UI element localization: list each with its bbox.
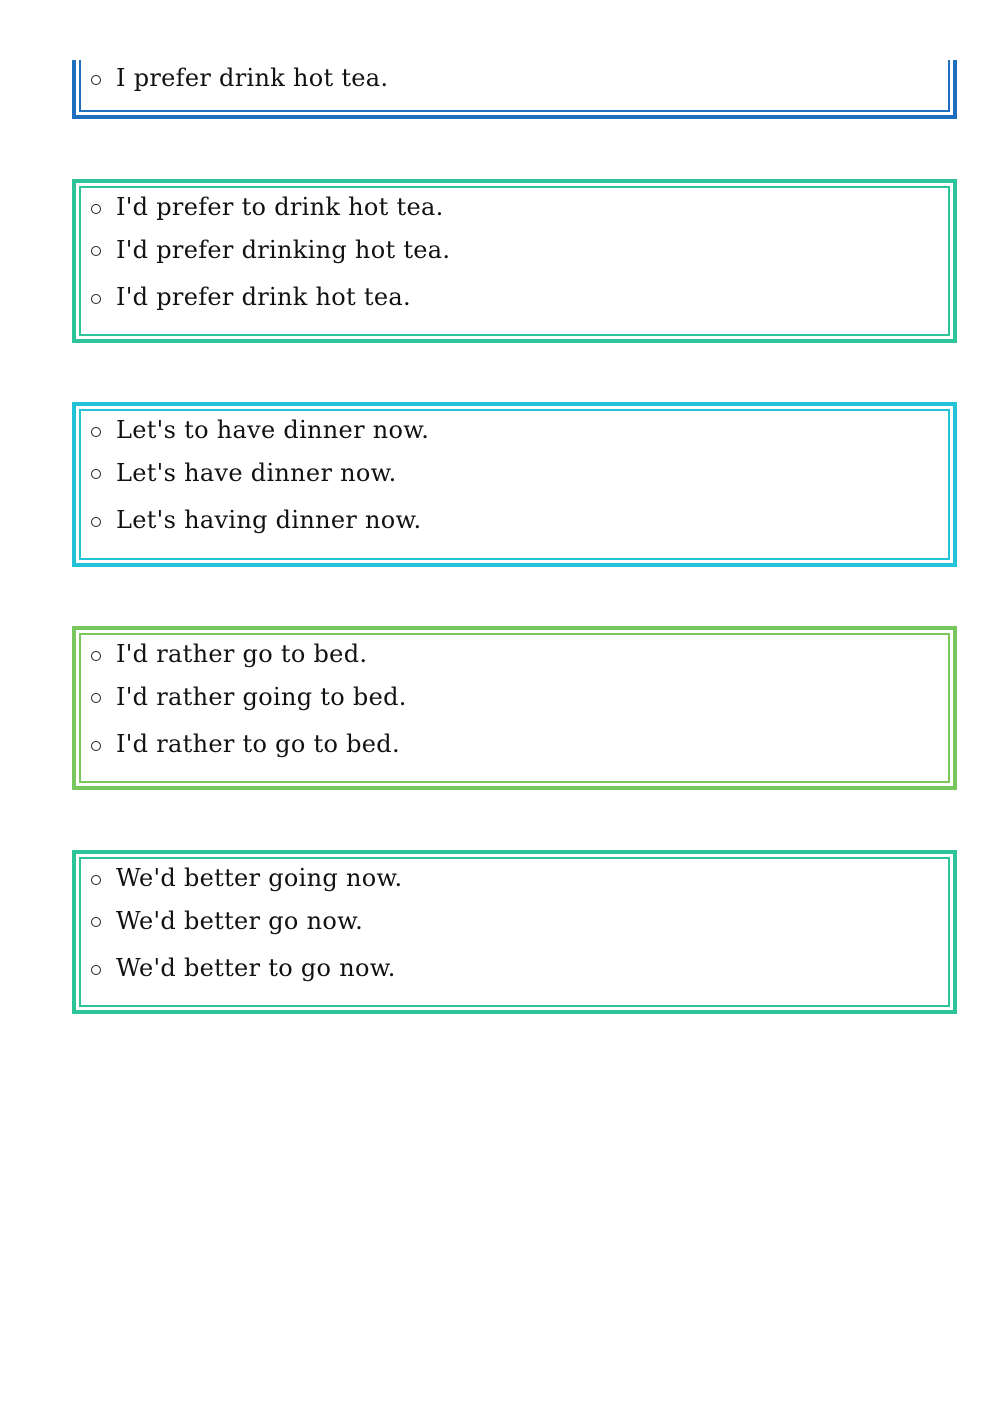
option-radio[interactable] bbox=[91, 188, 948, 226]
radio-circle-icon[interactable] bbox=[91, 965, 101, 975]
option-label: I'd rather going to bed. bbox=[116, 682, 407, 711]
question-4-inner-border bbox=[79, 633, 950, 783]
radio-circle-icon[interactable] bbox=[91, 75, 101, 85]
radio-circle-icon[interactable] bbox=[91, 469, 101, 479]
option-radio[interactable] bbox=[91, 226, 948, 274]
question-3-inner-border bbox=[79, 409, 950, 560]
question-2-inner-border bbox=[79, 186, 950, 336]
option-label: We'd better go now. bbox=[116, 906, 364, 935]
option-radio[interactable] bbox=[91, 945, 948, 993]
option-radio[interactable] bbox=[91, 411, 948, 449]
option-label: I'd rather go to bed. bbox=[116, 640, 368, 668]
radio-circle-icon[interactable] bbox=[91, 204, 101, 214]
radio-circle-icon[interactable] bbox=[91, 741, 101, 751]
option-radio[interactable] bbox=[91, 721, 948, 769]
option-radio[interactable] bbox=[91, 673, 948, 721]
option-label: I'd rather to go to bed. bbox=[116, 730, 400, 759]
question-5-options-box bbox=[72, 850, 957, 1014]
question-4-options-box bbox=[72, 626, 957, 790]
option-label: I'd prefer to drink hot tea. bbox=[116, 193, 444, 221]
question-1-inner-border bbox=[79, 60, 950, 112]
radio-circle-icon[interactable] bbox=[91, 693, 101, 703]
radio-circle-icon[interactable] bbox=[91, 875, 101, 885]
option-radio[interactable] bbox=[91, 60, 948, 96]
option-label: Let's to have dinner now. bbox=[116, 416, 430, 444]
question-3-options-box bbox=[72, 402, 957, 567]
option-label: I prefer drink hot tea. bbox=[116, 64, 389, 92]
radio-circle-icon[interactable] bbox=[91, 294, 101, 304]
option-radio[interactable] bbox=[91, 897, 948, 945]
option-radio[interactable] bbox=[91, 274, 948, 322]
radio-circle-icon[interactable] bbox=[91, 517, 101, 527]
question-2-options-box bbox=[72, 179, 957, 343]
option-label: Let's have dinner now. bbox=[116, 458, 397, 487]
option-radio[interactable] bbox=[91, 635, 948, 673]
option-label: Let's having dinner now. bbox=[116, 506, 422, 535]
option-label: We'd better to go now. bbox=[116, 954, 396, 983]
option-radio[interactable] bbox=[91, 859, 948, 897]
option-radio[interactable] bbox=[91, 497, 948, 545]
radio-circle-icon[interactable] bbox=[91, 246, 101, 256]
option-label: I'd prefer drinking hot tea. bbox=[116, 235, 451, 264]
question-1-options-box bbox=[72, 60, 957, 119]
radio-circle-icon[interactable] bbox=[91, 427, 101, 437]
radio-circle-icon[interactable] bbox=[91, 917, 101, 927]
option-label: We'd better going now. bbox=[116, 864, 403, 892]
option-label: I'd prefer drink hot tea. bbox=[116, 283, 411, 312]
radio-circle-icon[interactable] bbox=[91, 651, 101, 661]
question-5-inner-border bbox=[79, 857, 950, 1007]
option-radio[interactable] bbox=[91, 449, 948, 497]
